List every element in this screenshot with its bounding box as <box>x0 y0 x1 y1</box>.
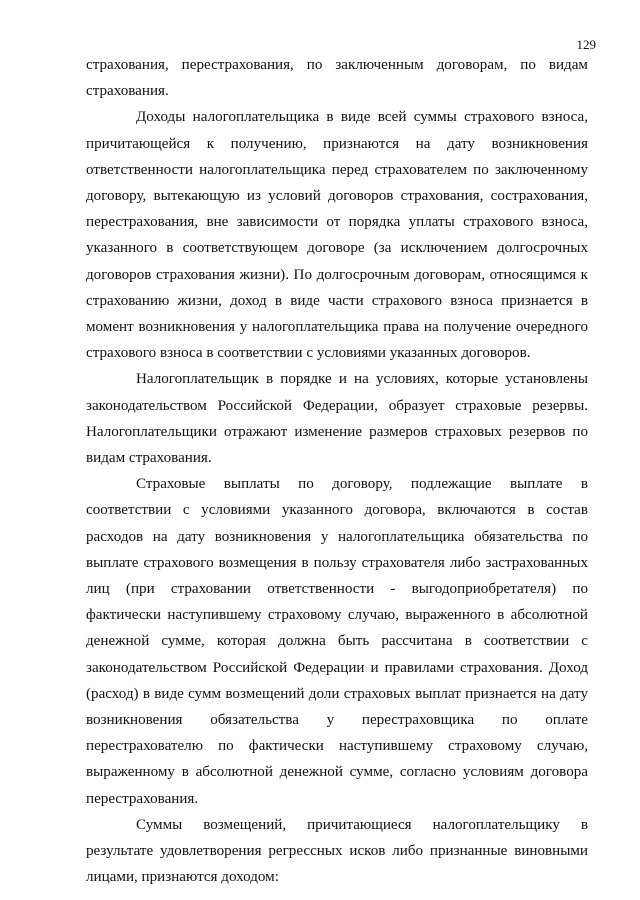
paragraph-compensation-amounts: Суммы возмещений, причитающиеся налогоплательщику в результате удовлетворения регрессных исков либо признанные виновными лицами, признаются доходом: <box>86 816 588 886</box>
paragraph-income-recognition: Доходы налогоплательщика в виде всей суммы страхового взноса, причитающейся к получению, признаются на дату возникновения ответственности налогоплательщика перед страхователем по заключенному договору, вытекающую из условий договоров страхования, сострахования, перестрахования, вне зависимости от порядка уплаты страхового взноса, указанного в соответствующем договоре (за исключением долгосрочных договоров страхования жизни). По долгосрочным договорам, относящимся к страхованию жизни, доход в виде части страхового взноса признается в момент возникновения у налогоплательщика права на получение очередного страхового взноса в соответствии с условиями указанных договоров. <box>86 109 588 362</box>
body-text <box>86 52 588 891</box>
paragraph-insurance-payments: Страховые выплаты по договору, подлежащие выплате в соответствии с условиями указанного договора, включаются в состав расходов на дату возникновения у налогоплательщика обязательства по выплате страхового возмещения в пользу страхователя либо застрахованных лиц (при страховании ответственности - выгодоприобретателя) по фактически наступившему страховому случаю, выраженного в абсолютной денежной сумме, которая должна быть рассчитана в соответствии с законодательством Российской Федерации и правилами страхования. Доход (расход) в виде сумм возмещений доли страховых выплат признается на дату возникновения обязательства у перестраховщика по оплате перестрахователю по фактически наступившему страховому случаю, выраженному в абсолютной денежной сумме, согласно условиям договора перестрахования. <box>86 476 588 807</box>
paragraph-continued: страхования, перестрахования, по заключенным договорам, по видам страхования. <box>86 57 588 100</box>
paragraph-insurance-reserves: Налогоплательщик в порядке и на условиях, которые установлены законодательством Российской Федерации, образует страховые резервы. Налогоплательщики отражают изменение размеров страховых резервов по видам страхования. <box>86 371 588 467</box>
page-number: 129 <box>576 37 596 52</box>
